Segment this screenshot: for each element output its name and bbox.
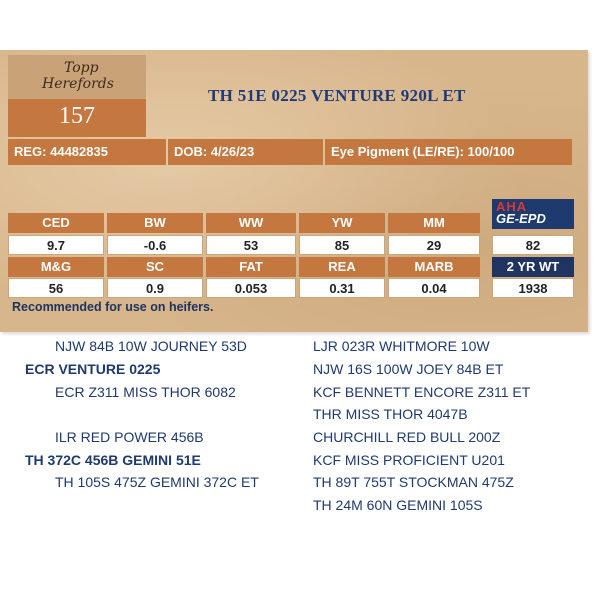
epd-value-fat: 0.053 [206, 278, 296, 298]
pedigree-ancestor: KCF BENNETT ENCORE Z311 ET [313, 384, 531, 400]
epd-label-ced: CED [8, 213, 104, 233]
farm-logo [26, 59, 136, 97]
animal-name: TH 51E 0225 VENTURE 920L ET [208, 86, 466, 105]
pedigree-ancestor: TH 24M 60N GEMINI 105S [313, 497, 483, 513]
epd-value-sc: 0.9 [107, 278, 203, 298]
epd-label-ww: WW [206, 213, 296, 233]
pedigree-sire: ECR VENTURE 0225 [25, 361, 161, 377]
two-year-weight-label: 2 YR WT [492, 257, 574, 277]
aha-logo-text: AHA [496, 199, 528, 214]
pedigree-dam-sire: ILR RED POWER 456B [55, 429, 204, 445]
epd-label-fat: FAT [206, 257, 296, 277]
pedigree-sire-dam: ECR Z311 MISS THOR 6082 [55, 384, 236, 400]
lot-number: 157 [59, 103, 95, 129]
epd-label-rea: REA [299, 257, 385, 277]
epd-value-ww: 53 [206, 235, 296, 255]
eye-pigment: Eye Pigment (LE/RE): 100/100 [325, 139, 572, 165]
epd-value-yw: 85 [299, 235, 385, 255]
epd-label-marb: MARB [388, 257, 480, 277]
epd-value-bw: -0.6 [107, 235, 203, 255]
epd-label-sc: SC [107, 257, 203, 277]
logo-line1: Topp [64, 60, 99, 76]
aha-ge-epd-logo [492, 199, 574, 229]
pedigree-dam: TH 372C 456B GEMINI 51E [25, 452, 201, 468]
two-year-weight-value: 1938 [492, 278, 574, 298]
epd-value-mm: 29 [388, 235, 480, 255]
registration-number: REG: 44482835 [8, 139, 166, 165]
ge-epd-logo-text: GE-EPD [496, 211, 546, 226]
epd-value-ced: 9.7 [8, 235, 104, 255]
pedigree-ancestor: NJW 16S 100W JOEY 84B ET [313, 361, 504, 377]
epd-value-marb: 0.04 [388, 278, 480, 298]
heifer-recommendation: Recommended for use on heifers. [12, 300, 214, 314]
epd-label-yw: YW [299, 213, 385, 233]
pedigree-sire-sire: NJW 84B 10W JOURNEY 53D [55, 338, 247, 354]
aha-ge-epd-value: 82 [492, 235, 574, 255]
date-of-birth: DOB: 4/26/23 [168, 139, 323, 165]
epd-label-bw: BW [107, 213, 203, 233]
lot-box [8, 55, 146, 137]
pedigree-ancestor: CHURCHILL RED BULL 200Z [313, 429, 501, 445]
pedigree-dam-dam: TH 105S 475Z GEMINI 372C ET [55, 474, 259, 490]
pedigree-ancestor: LJR 023R WHITMORE 10W [313, 338, 490, 354]
pedigree-ancestor: TH 89T 755T STOCKMAN 475Z [313, 474, 514, 490]
pedigree-ancestor: KCF MISS PROFICIENT U201 [313, 452, 505, 468]
pedigree-ancestor: THR MISS THOR 4047B [313, 406, 468, 422]
epd-label-mm: MM [388, 213, 480, 233]
epd-value-mg: 56 [8, 278, 104, 298]
epd-label-mg: M&G [8, 257, 104, 277]
logo-area [8, 55, 146, 99]
epd-value-rea: 0.31 [299, 278, 385, 298]
logo-line2: Herefords [42, 76, 114, 92]
